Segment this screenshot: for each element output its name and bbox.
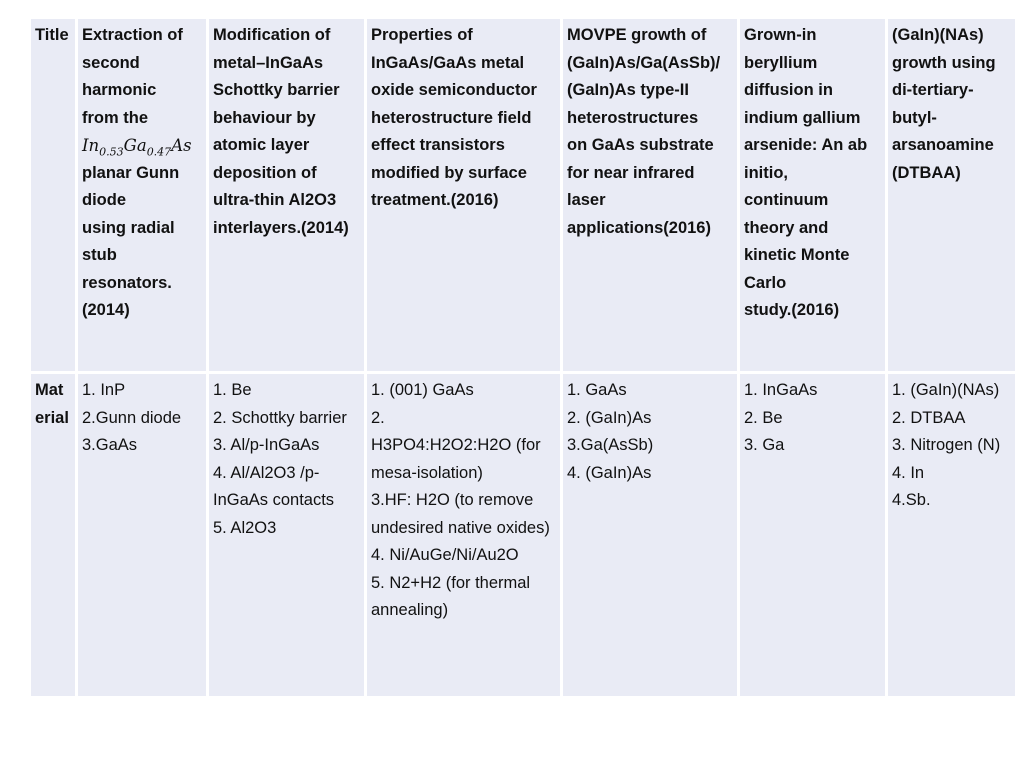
title-line: from the	[82, 108, 148, 127]
title-line: heterostructure field	[371, 108, 532, 127]
title-line: for near infrared	[567, 163, 695, 182]
materials-5	[740, 374, 885, 696]
title-line: harmonic	[82, 81, 157, 99]
material-item: 3. Nitrogen (N)	[892, 436, 1001, 454]
paper-title-2	[209, 19, 364, 371]
title-line: interlayers.(2014)	[213, 218, 349, 237]
title-line: study.(2016)	[744, 301, 840, 319]
title-line: (DTBAA)	[892, 163, 961, 182]
title-line: (GaIn)As type-II	[567, 81, 689, 99]
title-line: stub	[82, 246, 117, 264]
title-line: di-tertiary-	[892, 81, 974, 99]
title-line: modified by surface	[371, 163, 527, 182]
title-line: diffusion in	[744, 81, 833, 99]
material-item: 5. Al2O3	[213, 518, 277, 537]
paper-title-4	[563, 19, 737, 371]
title-line: on GaAs substrate	[567, 136, 714, 154]
material-item: 1. InP	[82, 381, 126, 399]
title-line: using radial	[82, 218, 175, 237]
materials-1	[78, 374, 206, 696]
title-line: Grown-in	[744, 26, 817, 44]
title-line: (GaIn)(NAs)	[892, 26, 984, 44]
title-line: butyl-	[892, 108, 937, 127]
materials-4	[563, 374, 737, 696]
material-item: 4. Al/Al2O3 /p-InGaAs contacts	[213, 463, 335, 509]
title-line: atomic layer	[213, 136, 310, 154]
materials-6	[888, 374, 1015, 696]
title-line: Extraction of	[82, 26, 183, 44]
title-line: treatment.(2016)	[371, 191, 499, 209]
title-line: resonators.(2014)	[82, 273, 172, 319]
materials-3	[367, 374, 560, 696]
material-item: 2. Schottky barrier	[213, 408, 347, 427]
title-line: ultra-thin Al2O3	[213, 191, 337, 209]
material-item: 1. Be	[213, 381, 252, 399]
title-row	[31, 19, 1015, 371]
material-item: 1. InGaAs	[744, 381, 818, 399]
material-header-label: Material	[35, 381, 69, 427]
material-item: 2. (GaIn)As	[567, 408, 652, 427]
title-line: laser	[567, 191, 606, 209]
material-item: 3.GaAs	[82, 436, 138, 454]
title-line: beryllium	[744, 53, 818, 72]
material-item: 2.	[371, 408, 385, 427]
material-item: 2. DTBAA	[892, 408, 966, 427]
title-line: kinetic Monte	[744, 246, 850, 264]
title-line: second	[82, 53, 140, 72]
title-line: InGaAs/GaAs metal	[371, 53, 525, 72]
title-line: continuum	[744, 191, 829, 209]
material-item: 2. Be	[744, 408, 783, 427]
title-line: Schottky barrier	[213, 81, 340, 99]
title-line: (GaIn)As/Ga(AsSb)/	[567, 53, 721, 72]
material-item: 1. GaAs	[567, 381, 627, 399]
title-line: behaviour by	[213, 108, 316, 127]
paper-title-5	[740, 19, 885, 371]
title-header-cell	[31, 19, 75, 371]
title-line: growth using	[892, 53, 996, 72]
title-line: initio,	[744, 163, 788, 182]
title-line: Modification of	[213, 26, 331, 44]
paper-title-1	[78, 19, 206, 371]
title-line: MOVPE growth of	[567, 26, 707, 44]
material-item: 3.Ga(AsSb)	[567, 436, 654, 454]
title-line: oxide semiconductor	[371, 81, 537, 99]
paper-title-3	[367, 19, 560, 371]
paper-title-6	[888, 19, 1015, 371]
title-line: theory and	[744, 218, 829, 237]
title-line: metal–InGaAs	[213, 53, 324, 72]
material-item: 1. (001) GaAs	[371, 381, 474, 399]
material-item: 3. Al/p-InGaAs	[213, 436, 320, 454]
title-line: heterostructures	[567, 108, 699, 127]
material-item: 4. Ni/AuGe/Ni/Au2O	[371, 546, 519, 564]
material-header-cell	[31, 374, 75, 696]
material-item: 3.HF: H2O (to remove undesired native oxides)	[371, 491, 550, 537]
material-item: 1. (GaIn)(NAs)	[892, 381, 1000, 399]
title-line: diode	[82, 191, 126, 209]
title-header-label: Title	[35, 26, 69, 44]
title-line: effect transistors	[371, 136, 505, 154]
material-item: 5. N2+H2 (for thermal annealing)	[371, 573, 531, 619]
material-item: 3. Ga	[744, 436, 785, 454]
title-line: deposition of	[213, 163, 317, 182]
title-line: Carlo	[744, 273, 787, 292]
material-item: H3PO4:H2O2:H2O (for mesa-isolation)	[371, 436, 541, 482]
literature-table	[28, 19, 1018, 696]
material-row	[31, 374, 1015, 696]
title-line: arsenide: An ab	[744, 136, 868, 154]
title-formula: $In_{0.53}Ga_{0.47}As$	[82, 136, 192, 159]
title-line: Properties of	[371, 26, 473, 44]
material-item: 4. In	[892, 463, 925, 482]
material-item: 4.Sb.	[892, 491, 931, 509]
title-line: planar Gunn	[82, 163, 180, 182]
title-line: applications(2016)	[567, 218, 711, 237]
material-item: 2.Gunn diode	[82, 408, 182, 427]
material-item: 4. (GaIn)As	[567, 463, 652, 482]
materials-2	[209, 374, 364, 696]
title-line: arsanoamine	[892, 136, 994, 154]
title-line: indium gallium	[744, 108, 861, 127]
